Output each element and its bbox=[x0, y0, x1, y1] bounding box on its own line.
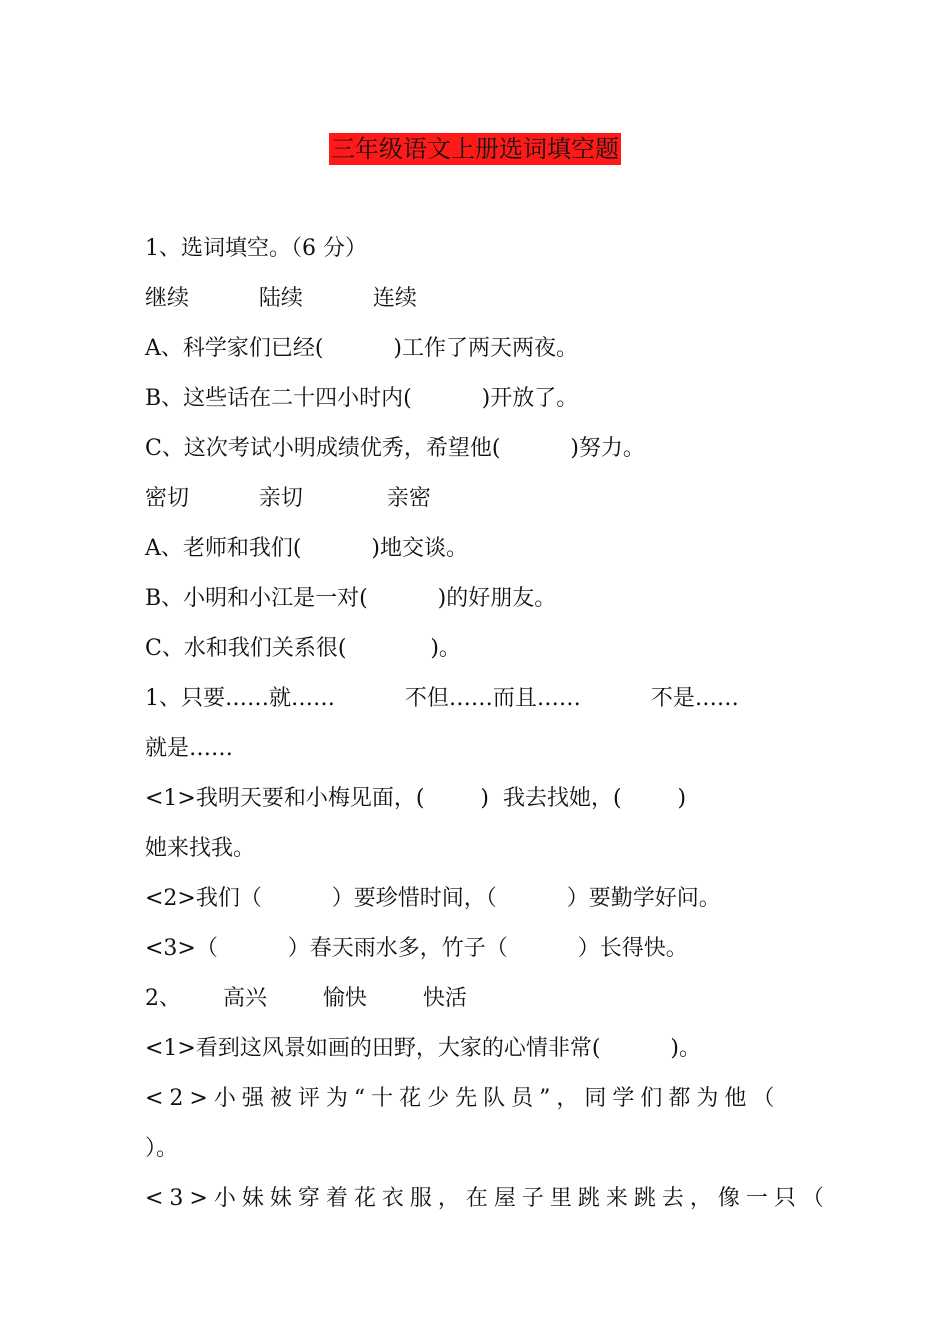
conjunction-options: 1、只要……就…… 不但……而且…… 不是…… bbox=[145, 686, 739, 711]
conjunction-sentence-2: <2>我们（ ）要珍惜时间，（ ）要勤学好问。 bbox=[145, 886, 721, 911]
conjunction-sentence-3: <3>（ ）春天雨水多，竹子（ ）长得快。 bbox=[145, 936, 688, 961]
sentence-1b: B、这些话在二十四小时内( )开放了。 bbox=[145, 386, 579, 411]
conjunction-sentence-1: <1>我明天要和小梅见面，( ) 我去找她，( ) bbox=[145, 786, 687, 811]
sentence-3c: <3>小妹妹穿着花衣服，在屋子里跳来跳去，像一只（ bbox=[145, 1186, 830, 1211]
question-heading: 1、选词填空。（6 分） bbox=[145, 236, 367, 261]
sentence-3a: <1>看到这风景如画的田野，大家的心情非常( )。 bbox=[145, 1036, 701, 1061]
sentence-2b: B、小明和小江是一对( )的好朋友。 bbox=[145, 586, 557, 611]
word-options-2: 密切 亲切 亲密 bbox=[145, 486, 431, 511]
conjunction-sentence-1-cont: 她来找我。 bbox=[145, 836, 256, 861]
sentence-2c: C、水和我们关系很( )。 bbox=[145, 636, 461, 661]
word-options-1: 继续 陆续 连续 bbox=[145, 286, 417, 311]
sentence-1c: C、这次考试小明成绩优秀，希望他( )努力。 bbox=[145, 436, 645, 461]
sentence-1a: A、科学家们已经( )工作了两天两夜。 bbox=[145, 336, 578, 361]
document-title: 三年级语文上册选词填空题 bbox=[331, 135, 619, 163]
conjunction-options-cont: 就是…… bbox=[145, 736, 234, 761]
sentence-3b-cont: ）。 bbox=[145, 1136, 179, 1161]
word-options-3: 2、 高兴 愉快 快活 bbox=[145, 986, 467, 1011]
sentence-2a: A、老师和我们( )地交谈。 bbox=[145, 536, 468, 561]
sentence-3b: <2>小强被评为“十花少先队员”，同学们都为他（ bbox=[145, 1086, 781, 1111]
title-container bbox=[0, 133, 950, 165]
